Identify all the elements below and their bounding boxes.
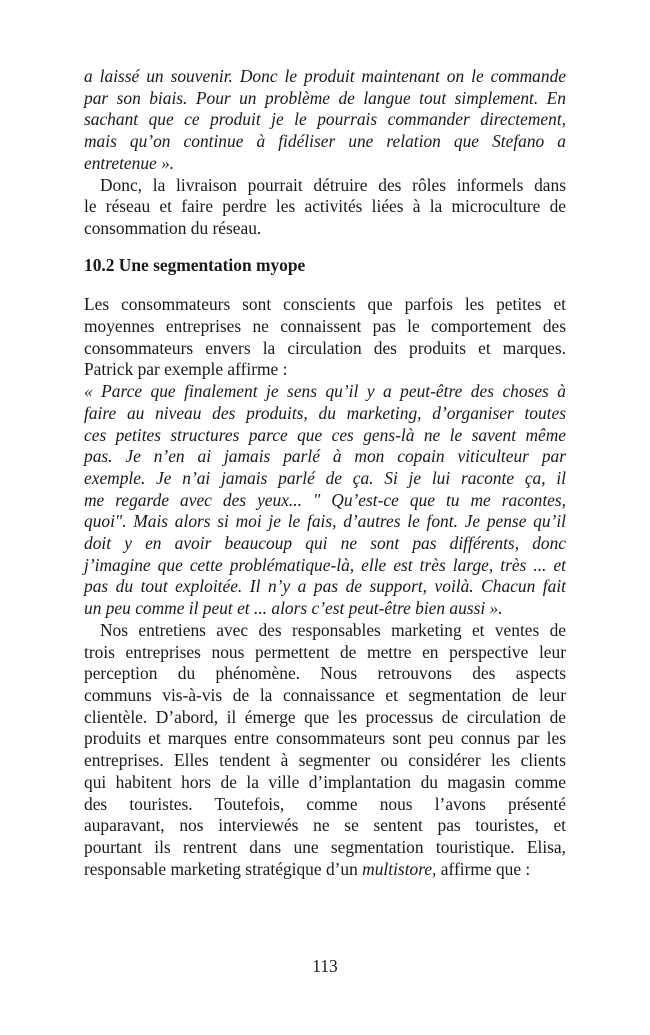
text-line: me regarde avec des yeux... " Qu’est-ce que tu me racontes, — [84, 489, 566, 510]
text-segment: responsable marketing stratégique d’un — [84, 858, 363, 879]
page-number: 113 — [312, 956, 338, 976]
text-line: consommateurs envers la circulation des produits et marques. — [84, 337, 566, 358]
text-line: communs vis-à-vis de la connaissance et segmentation de leur — [84, 684, 566, 705]
italic-term: multistore, — [362, 858, 437, 879]
text-segment: affirme que : — [436, 858, 531, 879]
paragraph — [84, 66, 566, 175]
text-line: doit y en avoir beaucoup qui ne sont pas différents, donc — [84, 533, 566, 554]
text-block-bottom — [84, 294, 566, 880]
text-line: a laissé un souvenir. Donc le produit maintenant on le commande — [84, 66, 566, 86]
text-line: moyennes entreprises ne connaissent pas le comportement des — [84, 316, 566, 337]
text-line: Donc, la livraison pourrait détruire des rôles informels dans — [100, 174, 566, 195]
text-line: qui habitent hors de la ville d’implantation du magasin comme — [84, 771, 566, 792]
text-line: le réseau et faire perdre les activités liées à la microculture de — [84, 196, 566, 217]
text-line: Patrick par exemple affirme : — [84, 359, 288, 380]
text-line: entretenue ». — [84, 152, 175, 173]
text-line: quoi". Mais alors si moi je le fais, d’autres le font. Je pense qu’il — [84, 511, 566, 532]
text-line: « Parce que finalement je sens qu’il y a peut-être des choses à — [84, 381, 566, 402]
text-line: perception du phénomène. Nous retrouvons des aspects — [84, 663, 566, 684]
text-line: des touristes. Toutefois, comme nous l’avons présenté — [84, 793, 566, 814]
text-line: pas. Je n’en ai jamais parlé à mon copain viticulteur par — [84, 446, 566, 467]
paragraph — [84, 620, 566, 880]
paragraph — [84, 381, 566, 620]
text-line: par son biais. Pour un problème de langue tout simplement. En — [84, 87, 566, 108]
text-line: pourtant ils rentrent dans une segmentation touristique. Elisa, — [84, 836, 566, 857]
text-line: clientèle. D’abord, il émerge que les processus de circulation de — [84, 706, 566, 727]
text-line: faire au niveau des produits, du marketing, d’organiser toutes — [84, 402, 566, 423]
text-line: j’imagine que cette problématique-là, elle est très large, très ... et — [84, 554, 566, 575]
text-line: trois entreprises nous permettent de mettre en perspective leur — [84, 641, 566, 662]
text-line: exemple. Je n’ai jamais parlé de ça. Si je lui raconte ça, il — [84, 467, 566, 488]
text-line: mais qu’on continue à fidéliser une relation que Stefano a — [84, 131, 566, 152]
text-line: pas du tout exploitée. Il n’y a pas de support, voilà. Chacun fait — [84, 576, 566, 597]
paragraph — [84, 294, 566, 381]
text-line: sachant que ce produit je le pourrais commander directement, — [84, 109, 566, 130]
text-line: produits et marques entre consommateurs sont peu connus par les — [84, 728, 566, 749]
text-line: Nos entretiens avec des responsables marketing et ventes de — [100, 619, 566, 640]
text-line: ces petites structures parce que ces gens-là ne le savent même — [84, 424, 566, 445]
text-line: un peu comme il peut et ... alors c’est peut-être bien aussi ». — [84, 598, 503, 619]
text-line: entreprises. Elles tendent à segmenter ou considérer les clients — [84, 750, 566, 771]
text-line: Les consommateurs sont conscients que parfois les petites et — [84, 294, 566, 315]
text-block-top — [84, 66, 566, 240]
paragraph — [84, 175, 566, 240]
section-heading: 10.2 Une segmentation myope — [84, 254, 306, 275]
text-line: consommation du réseau. — [84, 217, 262, 238]
text-line — [84, 859, 566, 881]
text-line: auparavant, nos interviewés ne se sentent pas touristes, et — [84, 815, 566, 836]
page-body — [84, 66, 566, 880]
